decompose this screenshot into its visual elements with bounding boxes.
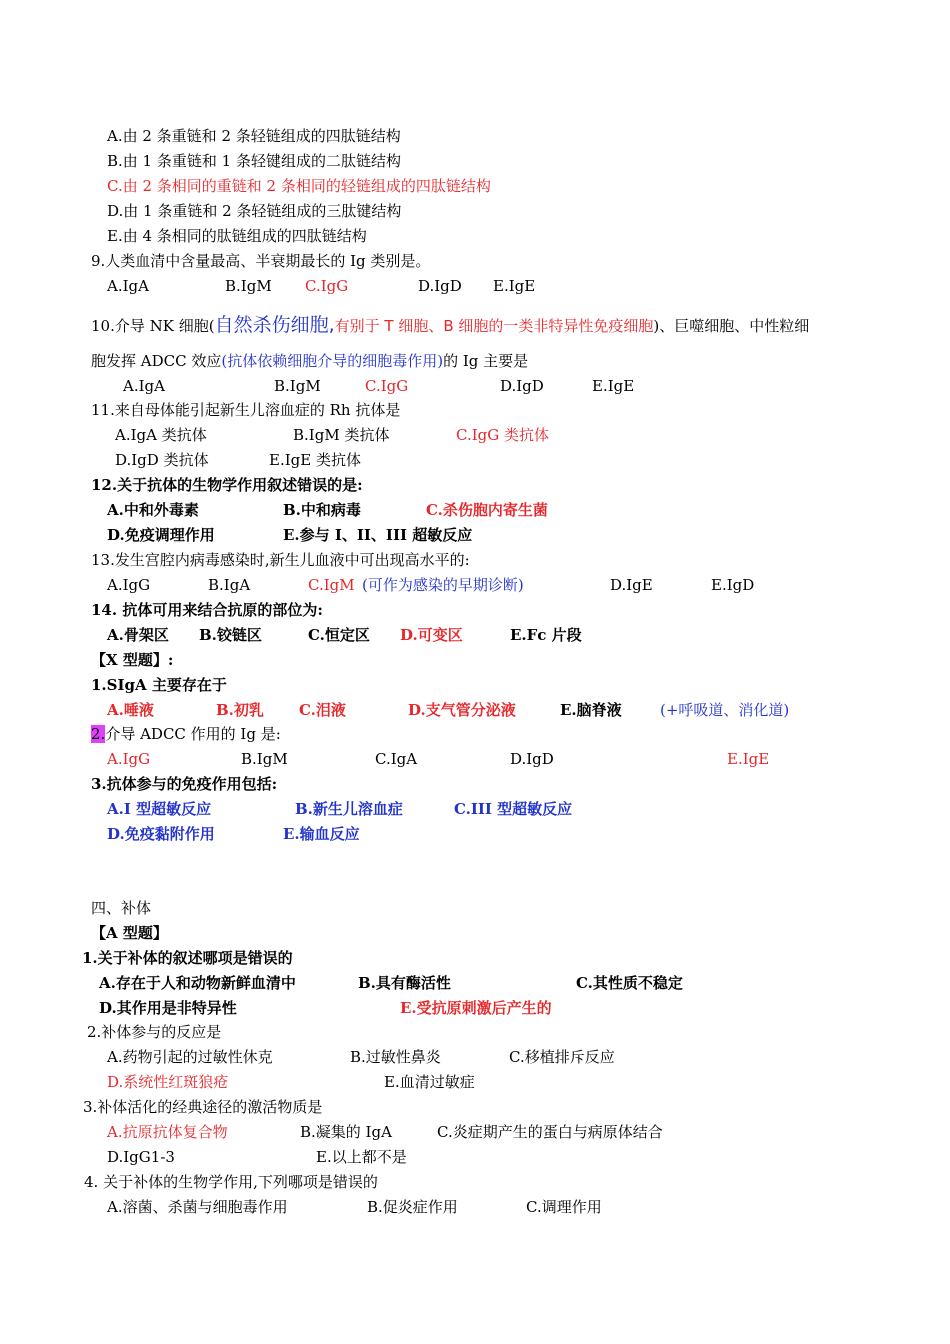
- q8-option-e: E.由 4 条相同的肽链组成的四肽链结构: [107, 227, 367, 245]
- c2-option-b: B.过敏性鼻炎: [350, 1048, 441, 1066]
- q11-option-b: B.IgM 类抗体: [293, 426, 390, 444]
- c1-option-d: D.其作用是非特异性: [99, 999, 237, 1017]
- x-type-header: 【X 型题】:: [91, 651, 174, 669]
- x3-option-c: C.III 型超敏反应: [454, 800, 573, 818]
- c4-stem: 4. 关于补体的生物学作用,下列哪项是错误的: [84, 1173, 378, 1191]
- x2-number: 2.: [91, 725, 106, 743]
- q8-option-d: D.由 1 条重链和 2 条轻链组成的三肽键结构: [107, 202, 402, 220]
- q10-option-a: A.IgA: [123, 377, 165, 395]
- q11-option-a: A.IgA 类抗体: [115, 426, 207, 444]
- x1-option-b: B.初乳: [216, 701, 264, 719]
- q8-option-c: C.由 2 条相同的重链和 2 条相同的轻链组成的四肽链结构: [107, 177, 491, 195]
- q8-option-b: B.由 1 条重链和 1 条轻键组成的二肽链结构: [107, 152, 401, 170]
- x1-note: (+呼吸道、消化道): [660, 701, 790, 719]
- q13-option-b: B.IgA: [208, 576, 251, 594]
- c2-option-e: E.血清过敏症: [384, 1073, 475, 1091]
- c4-option-b: B.促炎症作用: [367, 1198, 458, 1216]
- x3-stem: 3.抗体参与的免疫作用包括:: [91, 775, 278, 793]
- q12-option-c: C.杀伤胞内寄生菌: [426, 501, 548, 519]
- x1-option-e: E.脑脊液: [560, 701, 622, 719]
- q13-option-a: A.IgG: [107, 576, 151, 594]
- q10-option-e: E.IgE: [592, 377, 635, 395]
- c2-stem: 2.补体参与的反应是: [87, 1023, 222, 1041]
- x2-option-e: E.IgE: [727, 750, 770, 768]
- q10-option-d: D.IgD: [500, 377, 544, 395]
- q13-option-d: D.IgE: [610, 576, 653, 594]
- c3-option-b: B.凝集的 IgA: [300, 1123, 392, 1141]
- q12-option-b: B.中和病毒: [283, 501, 361, 519]
- q13-stem: 13.发生宫腔内病毒感染时,新生儿血液中可出现高水平的:: [91, 551, 470, 569]
- q14-stem: 14. 抗体可用来结合抗原的部位为:: [91, 601, 323, 619]
- c2-option-c: C.移植排斥反应: [509, 1048, 615, 1066]
- q10-adcc-note: (抗体依赖细胞介导的细胞毒作用): [221, 352, 444, 370]
- c1-option-b: B.具有酶活性: [358, 974, 451, 992]
- c1-option-c: C.其性质不稳定: [576, 974, 683, 992]
- section-4-title: 四、补体: [91, 899, 152, 917]
- c3-option-c: C.炎症期产生的蛋白与病原体结合: [437, 1123, 663, 1141]
- q10-stem-l2c: 的 Ig 主要是: [443, 352, 529, 370]
- q10-stem-suffix: )、巨噬细胞、中性粒细: [653, 317, 810, 335]
- c4-option-c: C.调理作用: [526, 1198, 602, 1216]
- q13-note: (可作为感染的早期诊断): [362, 576, 524, 594]
- q10-stem-l2a: 胞发挥 ADCC 效应: [91, 352, 222, 370]
- q11-option-c: C.IgG 类抗体: [456, 426, 549, 444]
- c3-option-a: A.抗原抗体复合物: [107, 1123, 228, 1141]
- q12-stem: 12.关于抗体的生物学作用叙述错误的是:: [91, 476, 363, 494]
- c3-option-d: D.IgG1-3: [107, 1148, 175, 1166]
- x2-stem: [91, 724, 281, 744]
- q10-option-c: C.IgG: [365, 377, 409, 395]
- q10-stem-line2: [91, 351, 528, 371]
- q10-nk-term: 自然杀伤细胞,: [214, 314, 335, 336]
- q12-option-d: D.免疫调理作用: [107, 526, 215, 544]
- q9-option-c: C.IgG: [305, 277, 349, 295]
- q11-stem: 11.来自母体能引起新生儿溶血症的 Rh 抗体是: [91, 401, 401, 419]
- x2-option-b: B.IgM: [241, 750, 288, 768]
- q10-nk-note: 有别于 T 细胞、B 细胞的一类非特异性免疫细胞: [334, 317, 654, 335]
- q12-option-a: A.中和外毒素: [107, 501, 199, 519]
- c1-option-e: E.受抗原刺激后产生的: [400, 999, 552, 1017]
- a-type-header: 【A 型题】: [91, 924, 168, 942]
- c2-option-a: A.药物引起的过敏性休克: [107, 1048, 273, 1066]
- q14-option-a: A.骨架区: [107, 626, 169, 644]
- c4-option-a: A.溶菌、杀菌与细胞毒作用: [107, 1198, 288, 1216]
- x2-option-a: A.IgG: [107, 750, 151, 768]
- c2-option-d: D.系统性红斑狼疮: [107, 1073, 229, 1091]
- q10-stem-line1: [91, 314, 809, 337]
- q9-option-e: E.IgE: [493, 277, 536, 295]
- q14-option-b: B.铰链区: [199, 626, 262, 644]
- q14-option-e: E.Fc 片段: [510, 626, 582, 644]
- x3-option-d: D.免疫黏附作用: [107, 825, 215, 843]
- q13-option-c: C.IgM: [308, 576, 355, 594]
- q9-option-a: A.IgA: [107, 277, 149, 295]
- c1-stem: 1.关于补体的叙述哪项是错误的: [82, 949, 293, 967]
- q11-option-d: D.IgD 类抗体: [115, 451, 209, 469]
- c3-option-e: E.以上都不是: [316, 1148, 407, 1166]
- x1-option-c: C.泪液: [299, 701, 346, 719]
- q8-option-a: A.由 2 条重链和 2 条轻链组成的四肽链结构: [107, 127, 401, 145]
- x3-option-a: A.I 型超敏反应: [107, 800, 212, 818]
- q12-option-e: E.参与 I、II、III 超敏反应: [283, 526, 473, 544]
- x2-option-d: D.IgD: [510, 750, 554, 768]
- c3-stem: 3.补体活化的经典途径的激活物质是: [83, 1098, 323, 1116]
- q9-stem: 9.人类血清中含量最高、半衰期最长的 Ig 类别是。: [91, 252, 431, 270]
- c1-option-a: A.存在于人和动物新鲜血清中: [99, 974, 296, 992]
- x1-option-a: A.唾液: [107, 701, 154, 719]
- x3-option-b: B.新生儿溶血症: [295, 800, 403, 818]
- q9-option-b: B.IgM: [225, 277, 272, 295]
- x3-option-e: E.输血反应: [283, 825, 360, 843]
- x1-option-d: D.支气管分泌液: [408, 701, 516, 719]
- q10-stem-prefix: 10.介导 NK 细胞(: [91, 317, 215, 335]
- x1-stem: 1.SIgA 主要存在于: [91, 676, 227, 694]
- q14-option-c: C.恒定区: [308, 626, 370, 644]
- q14-option-d: D.可变区: [400, 626, 463, 644]
- q13-option-e: E.IgD: [711, 576, 755, 594]
- x2-option-c: C.IgA: [375, 750, 418, 768]
- q11-option-e: E.IgE 类抗体: [269, 451, 361, 469]
- q9-option-d: D.IgD: [418, 277, 462, 295]
- x2-stem-text: 介导 ADCC 作用的 Ig 是:: [105, 725, 281, 743]
- q10-option-b: B.IgM: [274, 377, 321, 395]
